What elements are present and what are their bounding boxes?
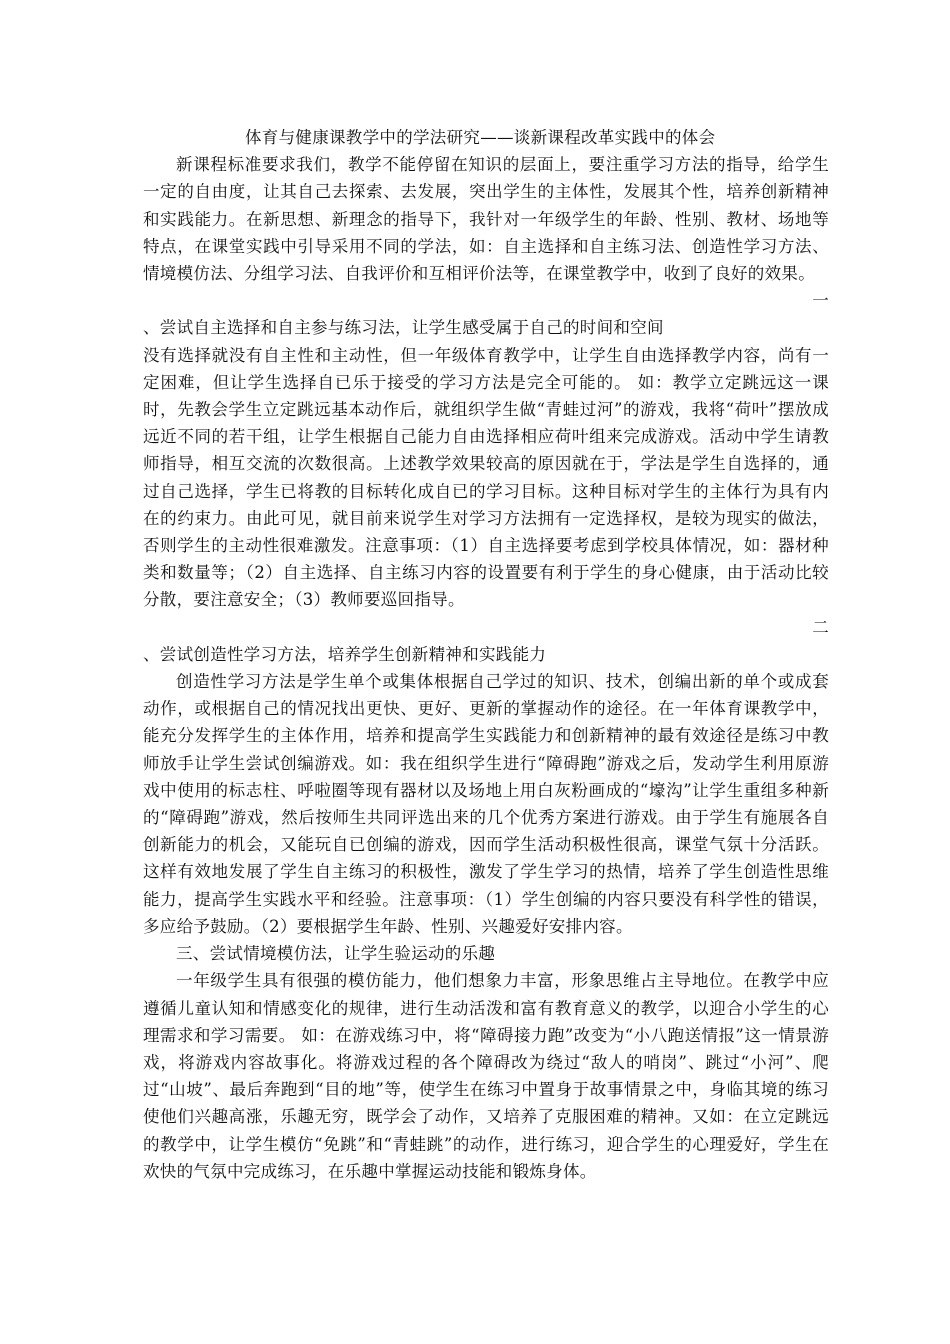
section-1-number: 一 [812,291,829,311]
section-3-heading: 三、尝试情境模仿法，让学生验运动的乐趣 [176,944,496,964]
section-3-body: 一年级学生具有很强的模仿能力，他们想象力丰富，形象思维占主导地位。在教学中应遵循儿童认知和情感变化的规律，进行生动活泼和富有教育意义的教学，以迎合小学生的心理需求和学习需要。 如：在游戏练习中，将“障碍接力跑”改变为“小八跑送情报”这一情景游戏，将游戏内容故事化。将游戏过程的各个障碍改为绕过“敌人的哨岗”、跳过“小河”、爬过“山坡”、最后奔跑到“目的地”等，使学生在练习中置身于故事情景之中，身临其境的练习使他们兴趣高涨，乐趣无穷，既学会了动作，又培养了克服困难的精神。又如：在立定跳远的教学中，让学生模仿“免跳”和“青蛙跳”的动作，进行练习，迎合学生的心理爱好，学生在欢快的气氛中完成练习，在乐趣中掌握运动技能和锻炼身体。 [143,971,829,1181]
document-title: 体育与健康课教学中的学法研究——谈新课程改革实践中的体会 [245,128,716,147]
section-2-number: 二 [812,617,829,637]
intro-paragraph: 新课程标准要求我们，教学不能停留在知识的层面上，要注重学习方法的指导，给学生一定的自由度，让其自己去探索、去发展，突出学生的主体性，发展其个性，培养创新精神和实践能力。在新思想、新理念的指导下，我针对一年级学生的年龄、性别、教材、场地等特点，在课堂实践中引导采用不同的学法，如：自主选择和自主练习法、创造性学习方法、情境模仿法、分组学习法、自我评价和互相评价法等，在课堂教学中，收到了良好的效果。 [143,155,829,284]
section-1-heading: 、尝试自主选择和自主参与练习法，让学生感受属于自己的时间和空间 [143,318,664,338]
section-2-body: 创造性学习方法是学生单个或集体根据自己学过的知识、技术，创编出新的单个或成套动作，或根据自己的情况找出更快、更好、更新的掌握动作的途径。在一年体育课教学中，能充分发挥学生的主体作用，培养和提高学生实践能力和创新精神的最有效途径是练习中教师放手让学生尝试创编游戏。如：我在组织学生进行“障碍跑”游戏之后，发动学生利用原游戏中使用的标志柱、呼啦圈等现有器材以及场地上用白灰粉画成的“壕沟”让学生重组多种新的“障碍跑”游戏，然后按师生共同评选出来的几个优秀方案进行游戏。由于学生有施展各自创新能力的机会，又能玩自已创编的游戏，因而学生活动积极性很高，课堂气氛十分活跃。这样有效地发展了学生自主练习的积极性，激发了学生学习的热情，培养了学生创造性思维能力，提高学生实践水平和经验。注意事项：（1）学生创编的内容只要没有科学性的错误，多应给予鼓励。（2）要根据学生年龄、性别、兴趣爱好安排内容。 [143,672,829,936]
section-1-body: 没有选择就没有自主性和主动性，但一年级体育教学中，让学生自由选择教学内容，尚有一定困难，但让学生选择自已乐于接受的学习方法是完全可能的。 如：教学立定跳远这一课时，先教会学生立定跳远基本动作后，就组织学生做“青蛙过河”的游戏，我将“荷叶”摆放成远近不同的若干组，让学生根据自己能力自由选择相应荷叶组来完成游戏。活动中学生请教师指导，相互交流的次数很高。上述教学效果较高的原因就在于，学法是学生自选择的，通过自己选择，学生已将教的目标转化成自已的学习目标。这种目标对学生的主体行为具有内在的约束力。由此可见，就目前来说学生对学习方法拥有一定选择权，是较为现实的做法，否则学生的主动性很难激发。注意事项：（1）自主选择要考虑到学校具体情况，如：器材种类和数量等；（2）自主选择、自主练习内容的设置要有利于学生的身心健康，由于活动比较分散，要注意安全；（3）教师要巡回指导。 [143,345,829,610]
section-2-heading: 、尝试创造性学习方法，培养学生创新精神和实践能力 [143,644,547,664]
document-body [143,124,829,1185]
